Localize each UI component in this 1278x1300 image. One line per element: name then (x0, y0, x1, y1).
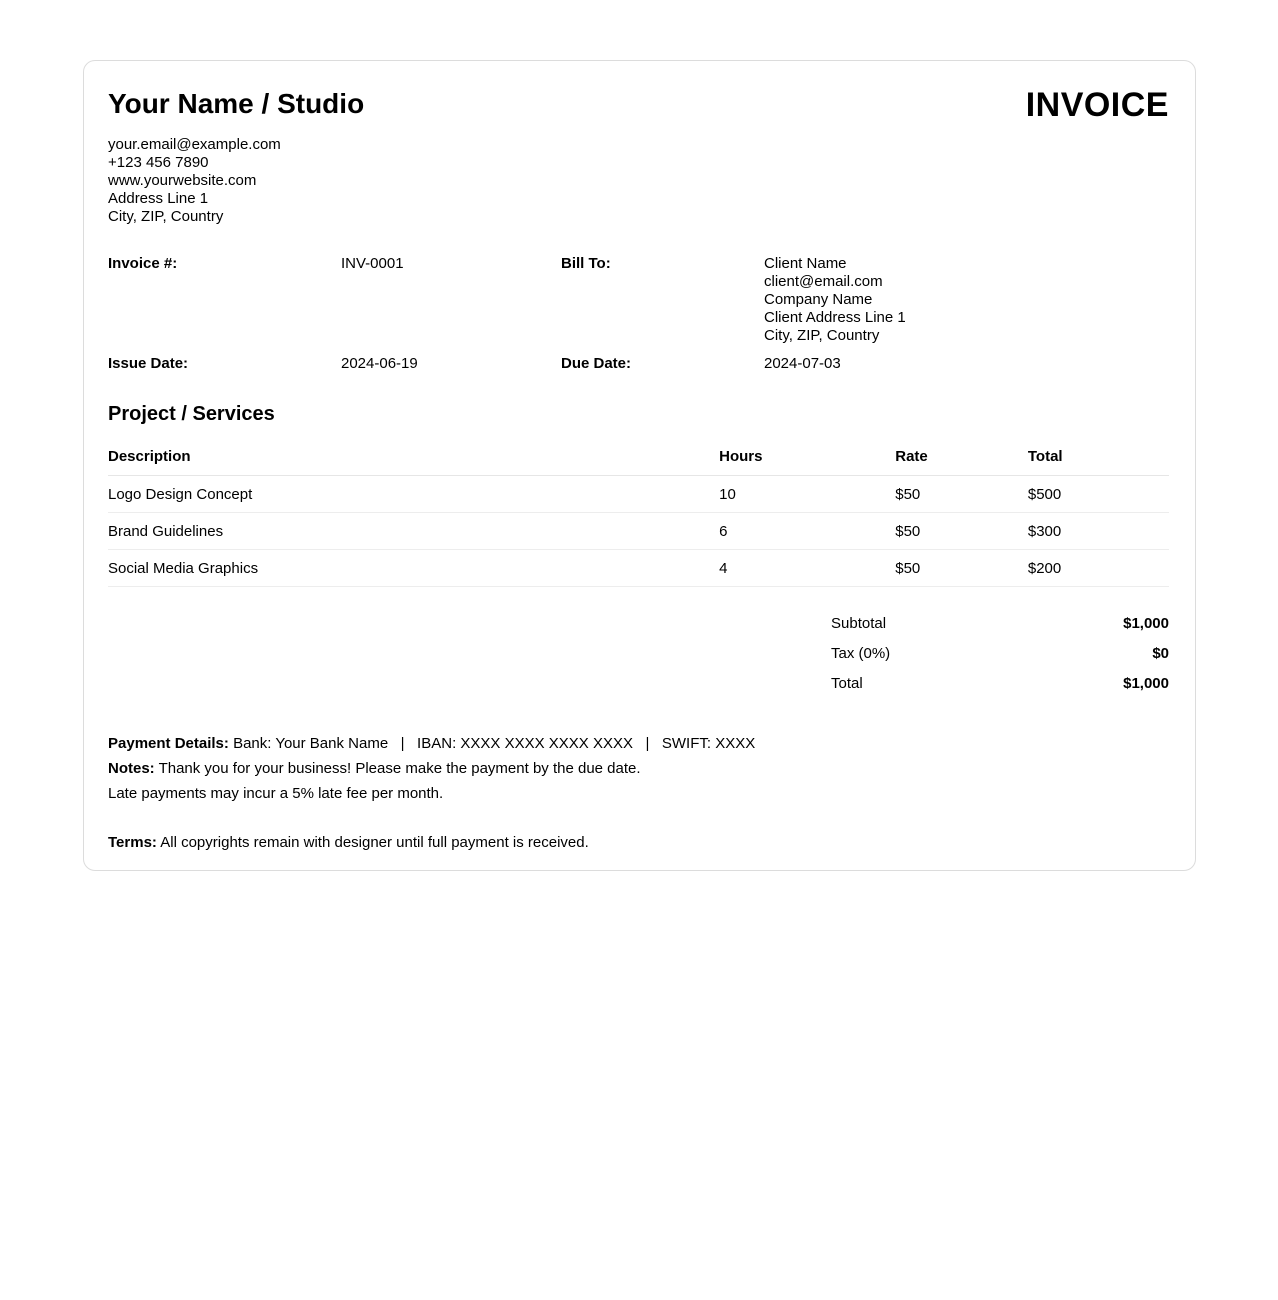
client-email: client@email.com (764, 273, 883, 290)
due-date-label: Due Date: (561, 355, 632, 372)
table-row (108, 550, 1169, 587)
payment-details-text: Bank: Your Bank Name | IBAN: XXXX XXXX XXXX XXXX | SWIFT: XXXX (233, 735, 756, 752)
notes-continuation-line (108, 781, 1169, 806)
col-header-rate: Rate (895, 448, 1028, 476)
invoice-meta (108, 255, 1169, 373)
sender-contact-block (108, 136, 1169, 226)
cell-hours: 10 (719, 476, 895, 513)
sender-address-line1: Address Line 1 (108, 190, 209, 207)
subtotal-value: $1,000 (1123, 615, 1169, 632)
notes-text-line2: Late payments may incur a 5% late fee per month. (108, 785, 444, 802)
bill-to-block (764, 255, 1169, 345)
invoice-number-label: Invoice #: (108, 255, 178, 272)
subtotal-label: Subtotal (831, 615, 887, 632)
cell-total: $500 (1028, 476, 1169, 513)
bill-to-label: Bill To: (561, 255, 611, 272)
col-header-total: Total (1028, 448, 1169, 476)
client-company: Company Name (764, 291, 873, 308)
cell-hours: 6 (719, 513, 895, 550)
invoice-number-value: INV-0001 (341, 255, 404, 272)
cell-total: $200 (1028, 550, 1169, 587)
client-address-line2: City, ZIP, Country (764, 327, 880, 344)
client-address-line1: Client Address Line 1 (764, 309, 906, 326)
total-row (831, 669, 1169, 699)
sender-address-line2: City, ZIP, Country (108, 208, 224, 225)
payment-details-line (108, 731, 1169, 756)
terms-label: Terms: (108, 834, 157, 851)
table-row (108, 476, 1169, 513)
total-label: Total (831, 675, 863, 692)
sender-email: your.email@example.com (108, 136, 281, 153)
cell-rate: $50 (895, 550, 1028, 587)
subtotal-row (831, 609, 1169, 639)
sender-phone: +123 456 7890 (108, 154, 209, 171)
payment-details-label: Payment Details: (108, 735, 229, 752)
tax-value: $0 (1152, 645, 1169, 662)
col-header-hours: Hours (719, 448, 895, 476)
services-header-row (108, 448, 1169, 476)
terms-text: All copyrights remain with designer until full payment is received. (160, 834, 589, 851)
col-header-description: Description (108, 448, 719, 476)
invoice-card (83, 60, 1196, 871)
cell-rate: $50 (895, 513, 1028, 550)
tax-row (831, 639, 1169, 669)
studio-name: Your Name / Studio (108, 88, 365, 119)
sender-website: www.yourwebsite.com (108, 172, 257, 189)
totals-block (831, 609, 1169, 699)
cell-description: Logo Design Concept (108, 476, 719, 513)
table-row (108, 513, 1169, 550)
terms-line (108, 830, 1169, 855)
cell-description: Social Media Graphics (108, 550, 719, 587)
cell-rate: $50 (895, 476, 1028, 513)
notes-text-line1: Thank you for your business! Please make the payment by the due date. (158, 760, 641, 777)
cell-total: $300 (1028, 513, 1169, 550)
notes-label: Notes: (108, 760, 155, 777)
client-name: Client Name (764, 255, 847, 272)
notes-line (108, 756, 1169, 781)
cell-description: Brand Guidelines (108, 513, 719, 550)
issue-date-value: 2024-06-19 (341, 355, 418, 372)
total-value: $1,000 (1123, 675, 1169, 692)
footer-block (108, 731, 1169, 806)
issue-date-label: Issue Date: (108, 355, 189, 372)
services-heading: Project / Services (108, 403, 275, 425)
cell-hours: 4 (719, 550, 895, 587)
tax-label: Tax (0%) (831, 645, 891, 662)
services-table (108, 448, 1169, 587)
due-date-value: 2024-07-03 (764, 355, 841, 372)
invoice-header (108, 88, 1169, 122)
invoice-title: INVOICE (1025, 86, 1169, 124)
